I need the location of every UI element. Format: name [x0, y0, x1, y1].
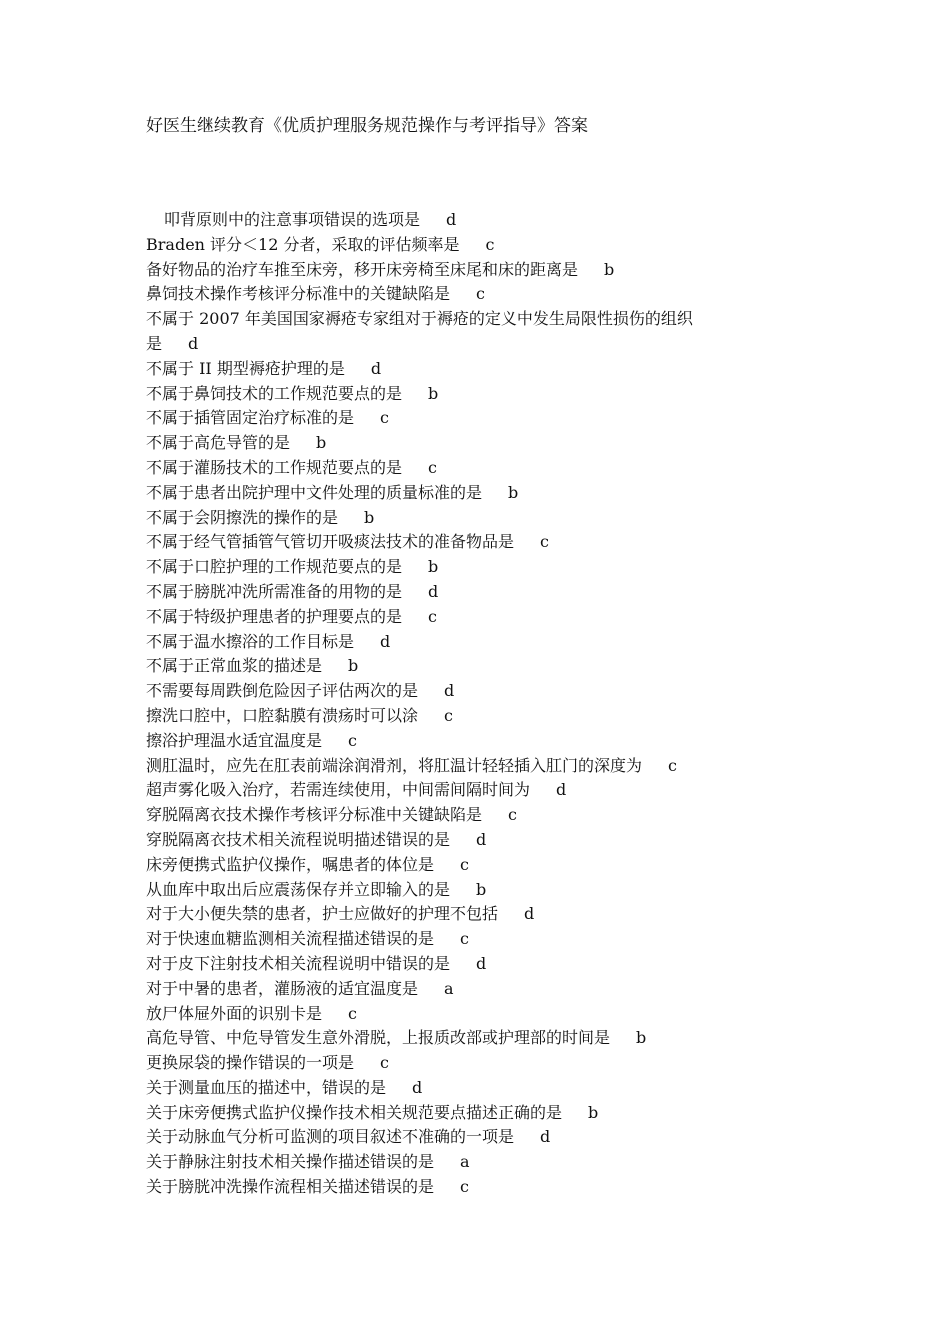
question-text: 对于大小便失禁的患者，护士应做好的护理不包括: [146, 904, 499, 924]
question-text: 测肛温时，应先在肛表前端涂润滑剂，将肛温计轻轻插入肛门的深度为: [146, 755, 643, 775]
list-item: [146, 927, 836, 952]
answer-letter: c: [348, 1003, 357, 1023]
question-text: 对于皮下注射技术相关流程说明中错误的是: [146, 953, 451, 973]
answer-letter: d: [428, 581, 439, 601]
question-text: 对于中暑的患者，灌肠液的适宜温度是: [146, 978, 419, 998]
answer-letter: b: [428, 383, 439, 403]
list-item: [146, 382, 836, 407]
list-item: [146, 704, 836, 729]
list-item: [146, 803, 836, 828]
list-item: [146, 853, 836, 878]
question-text: 不属于灌肠技术的工作规范要点的是: [146, 457, 403, 477]
answer-letter: a: [460, 1152, 470, 1172]
answer-letter: b: [604, 259, 615, 279]
list-item: [146, 1026, 836, 1051]
list-item: [146, 530, 836, 555]
answer-letter: b: [476, 879, 487, 899]
answer-letter: d: [556, 780, 567, 800]
question-text: 超声雾化吸入治疗，若需连续使用，中间需间隔时间为: [146, 780, 531, 800]
question-text: 床旁便携式监护仪操作，嘱患者的体位是: [146, 854, 435, 874]
answer-letter: d: [380, 631, 391, 651]
list-item: [146, 654, 836, 679]
answer-letter: c: [485, 234, 495, 254]
question-text: 不属于 II 期型褥疮护理的是: [146, 358, 345, 378]
answer-letter: d: [412, 1077, 423, 1097]
question-text: 不属于插管固定治疗标准的是: [146, 408, 355, 428]
answer-letter: c: [428, 606, 437, 626]
answer-letter: d: [540, 1127, 551, 1147]
list-item: [146, 878, 836, 903]
question-text: Braden 评分＜12 分者，采取的评估频率是: [146, 234, 460, 254]
question-text: 从血库中取出后应震荡保存并立即输入的是: [146, 879, 451, 899]
answer-letter: c: [540, 532, 549, 552]
question-text: 不属于膀胱冲洗所需准备的用物的是: [146, 581, 403, 601]
question-text: 不属于温水擦浴的工作目标是: [146, 631, 355, 651]
answer-letter: b: [348, 656, 359, 676]
list-item: [146, 406, 836, 431]
answer-letter: b: [588, 1102, 599, 1122]
list-item: [146, 605, 836, 630]
list-item: [146, 431, 836, 456]
answer-letter: d: [370, 358, 382, 378]
question-text: 不属于鼻饲技术的工作规范要点的是: [146, 383, 403, 403]
question-text: 不属于会阴擦洗的操作的是: [146, 507, 339, 527]
document-title: 好医生继续教育《优质护理服务规范操作与考评指导》答案: [146, 116, 588, 136]
question-text: 不属于正常血浆的描述是: [146, 656, 323, 676]
question-text: 鼻饲技术操作考核评分标准中的关键缺陷是: [146, 284, 451, 304]
answer-letter: b: [364, 507, 375, 527]
list-item: [146, 1125, 836, 1150]
list-item: [146, 208, 836, 233]
question-text: 高危导管、中危导管发生意外滑脱，上报质改部或护理部的时间是: [146, 1028, 611, 1048]
list-item: [146, 233, 836, 258]
answer-letter: d: [476, 829, 487, 849]
answer-letter: c: [428, 457, 437, 477]
answer-letter: c: [380, 1053, 389, 1073]
list-item: [146, 778, 836, 803]
answer-letter: b: [316, 433, 327, 453]
answer-letter: c: [444, 705, 453, 725]
question-text: 穿脱隔离衣技术操作考核评分标准中关键缺陷是: [146, 805, 483, 825]
list-item: [146, 1002, 836, 1027]
list-item: [146, 1101, 836, 1126]
answer-letter: d: [446, 210, 457, 229]
answer-letter: c: [668, 755, 677, 775]
question-text: 不需要每周跌倒危险因子评估两次的是: [146, 681, 419, 701]
question-text: 关于动脉血气分析可监测的项目叙述不准确的一项是: [146, 1127, 515, 1147]
answer-letter: c: [460, 929, 469, 949]
question-text: 不属于患者出院护理中文件处理的质量标准的是: [146, 482, 483, 502]
answer-letter: c: [348, 730, 357, 750]
answer-letter: d: [476, 953, 487, 973]
question-text: 关于静脉注射技术相关操作描述错误的是: [146, 1152, 435, 1172]
list-item: [146, 1051, 836, 1076]
question-text: 不属于高危导管的是: [146, 433, 291, 453]
question-text: 备好物品的治疗车推至床旁，移开床旁椅至床尾和床的距离是: [146, 259, 579, 279]
answer-letter: c: [476, 284, 485, 304]
list-item: [146, 332, 836, 357]
list-item: [146, 1175, 836, 1200]
list-item: [146, 1150, 836, 1175]
list-item: [146, 307, 836, 332]
question-text: 是: [146, 333, 163, 353]
answer-letter: c: [508, 805, 517, 825]
list-item: [146, 729, 836, 754]
answer-letter: d: [188, 333, 199, 353]
question-text: 对于快速血糖监测相关流程描述错误的是: [146, 929, 435, 949]
answer-letter: b: [636, 1028, 647, 1048]
answer-letter: d: [524, 904, 535, 924]
question-text: 关于膀胱冲洗操作流程相关描述错误的是: [146, 1177, 435, 1197]
list-item: [146, 580, 836, 605]
answer-letter: d: [444, 681, 455, 701]
list-item: [146, 630, 836, 655]
list-item: [146, 977, 836, 1002]
question-text: 不属于 2007 年美国国家褥疮专家组对于褥疮的定义中发生局限性损伤的组织: [146, 309, 693, 329]
question-text: 擦洗口腔中，口腔黏膜有溃疡时可以涂: [146, 705, 419, 725]
question-text: 关于床旁便携式监护仪操作技术相关规范要点描述正确的是: [146, 1102, 563, 1122]
list-item: [146, 282, 836, 307]
list-item: [146, 754, 836, 779]
question-text: 擦浴护理温水适宜温度是: [146, 730, 323, 750]
list-item: [146, 481, 836, 506]
list-item: [146, 555, 836, 580]
list-item: [146, 456, 836, 481]
list-item: [146, 902, 836, 927]
question-text: 不属于特级护理患者的护理要点的是: [146, 606, 403, 626]
list-item: [146, 828, 836, 853]
question-text: 穿脱隔离衣技术相关流程说明描述错误的是: [146, 829, 451, 849]
question-text: 放尸体屉外面的识别卡是: [146, 1003, 323, 1023]
answer-letter: a: [444, 978, 454, 998]
question-answer-list: [146, 208, 836, 1200]
list-item: [146, 1076, 836, 1101]
answer-letter: c: [380, 408, 389, 428]
question-text: 不属于经气管插管气管切开吸痰法技术的准备物品是: [146, 532, 515, 552]
list-item: [146, 952, 836, 977]
question-text: 关于测量血压的描述中，错误的是: [146, 1077, 387, 1097]
answer-letter: b: [508, 482, 519, 502]
answer-letter: c: [460, 1177, 469, 1197]
list-item: [146, 357, 836, 382]
list-item: [146, 506, 836, 531]
question-text: 更换尿袋的操作错误的一项是: [146, 1053, 355, 1073]
answer-letter: b: [428, 557, 439, 577]
list-item: [146, 258, 836, 283]
list-item: [146, 679, 836, 704]
question-text: 不属于口腔护理的工作规范要点的是: [146, 557, 403, 577]
answer-letter: c: [460, 854, 469, 874]
question-text: 叩背原则中的注意事项错误的选项是: [164, 210, 421, 229]
